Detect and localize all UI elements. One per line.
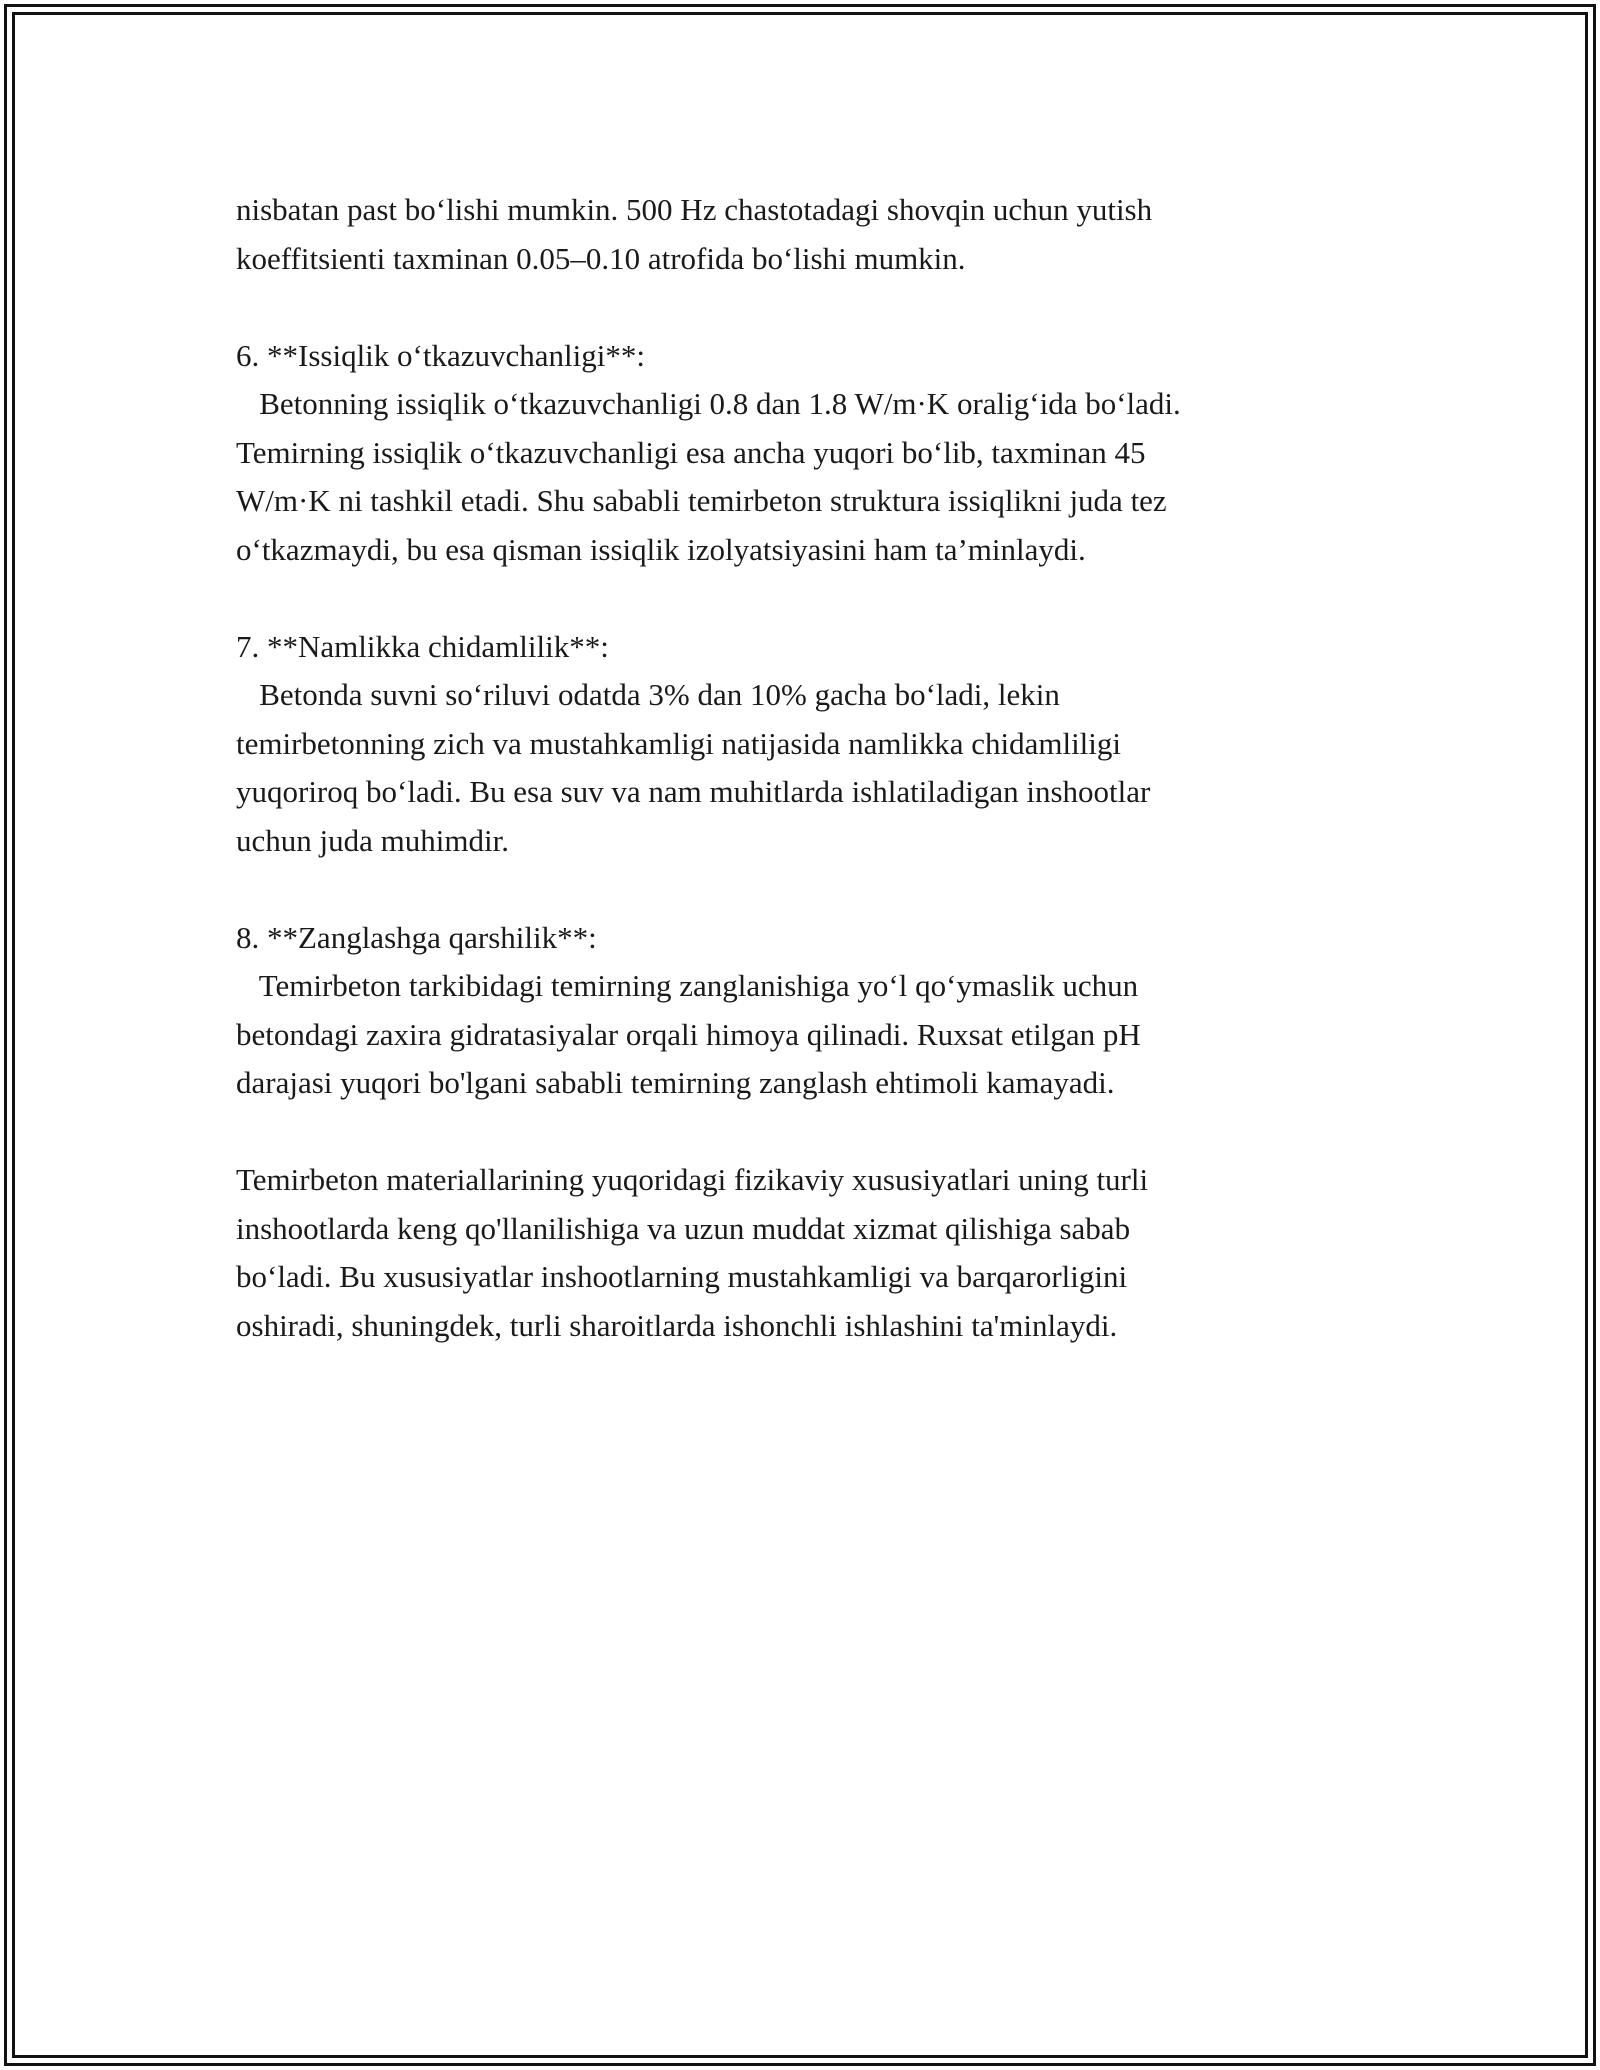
text-line: Betonning issiqlik o‘tkazuvchanligi 0.8 dan 1.8 W/m·K oralig‘ida bo‘ladi. (236, 386, 1181, 421)
blank-line (236, 283, 1376, 332)
text-line: Betonda suvni so‘riluvi odatda 3% dan 10% gacha bo‘ladi, lekin (236, 677, 1060, 712)
text-line: betondagi zaxira gidratasiyalar orqali himoya qilinadi. Ruxsat etilgan pH (236, 1016, 1141, 1052)
text-line: uchun juda muhimdir. (236, 822, 509, 858)
text-line: yuqoriroq bo‘ladi. Bu esa suv va nam muhitlarda ishlatiladigan inshootlar (236, 774, 1151, 809)
section-8-heading: 8. **Zanglashga qarshilik**: (236, 919, 597, 955)
text-line: o‘tkazmaydi, bu esa qisman issiqlik izolyatsiyasini ham ta’minlaydi. (236, 531, 1086, 567)
blank-line (236, 1108, 1376, 1157)
blank-line (236, 865, 1376, 914)
text-line: nisbatan past bo‘lishi mumkin. 500 Hz chastotadagi shovqin uchun yutish (236, 192, 1153, 227)
conclusion-line: oshiradi, shuningdek, turli sharoitlarda ishonchli ishlashini ta'minlaydi. (236, 1307, 1118, 1343)
conclusion-line: Temirbeton materiallarining yuqoridagi fizikaviy xususiyatlari uning turli (236, 1162, 1149, 1197)
text-line: darajasi yuqori bo'lgani sababli temirning zanglash ehtimoli kamayadi. (236, 1065, 1115, 1100)
section-7-heading: 7. **Namlikka chidamlilik**: (236, 628, 609, 664)
blank-line (236, 574, 1376, 623)
text-line: koeffitsienti taxminan 0.05–0.10 atrofida bo‘lishi mumkin. (236, 240, 966, 276)
document-body (236, 186, 1376, 1350)
conclusion-line: inshootlarda keng qo'llanilishiga va uzun muddat xizmat qilishiga sabab (236, 1210, 1131, 1246)
text-line: Temirbeton tarkibidagi temirning zanglanishiga yo‘l qo‘ymaslik uchun (236, 968, 1139, 1003)
text-line: W/m·K ni tashkil etadi. Shu sababli temirbeton struktura issiqlikni juda tez (236, 483, 1167, 518)
text-line: Temirning issiqlik o‘tkazuvchanligi esa ancha yuqori bo‘lib, taxminan 45 (236, 434, 1146, 470)
conclusion-line: bo‘ladi. Bu xususiyatlar inshootlarning mustahkamligi va barqarorligini (236, 1259, 1128, 1294)
text-line: temirbetonning zich va mustahkamligi natijasida namlikka chidamliligi (236, 725, 1122, 761)
section-6-heading: 6. **Issiqlik o‘tkazuvchanligi**: (236, 337, 645, 373)
